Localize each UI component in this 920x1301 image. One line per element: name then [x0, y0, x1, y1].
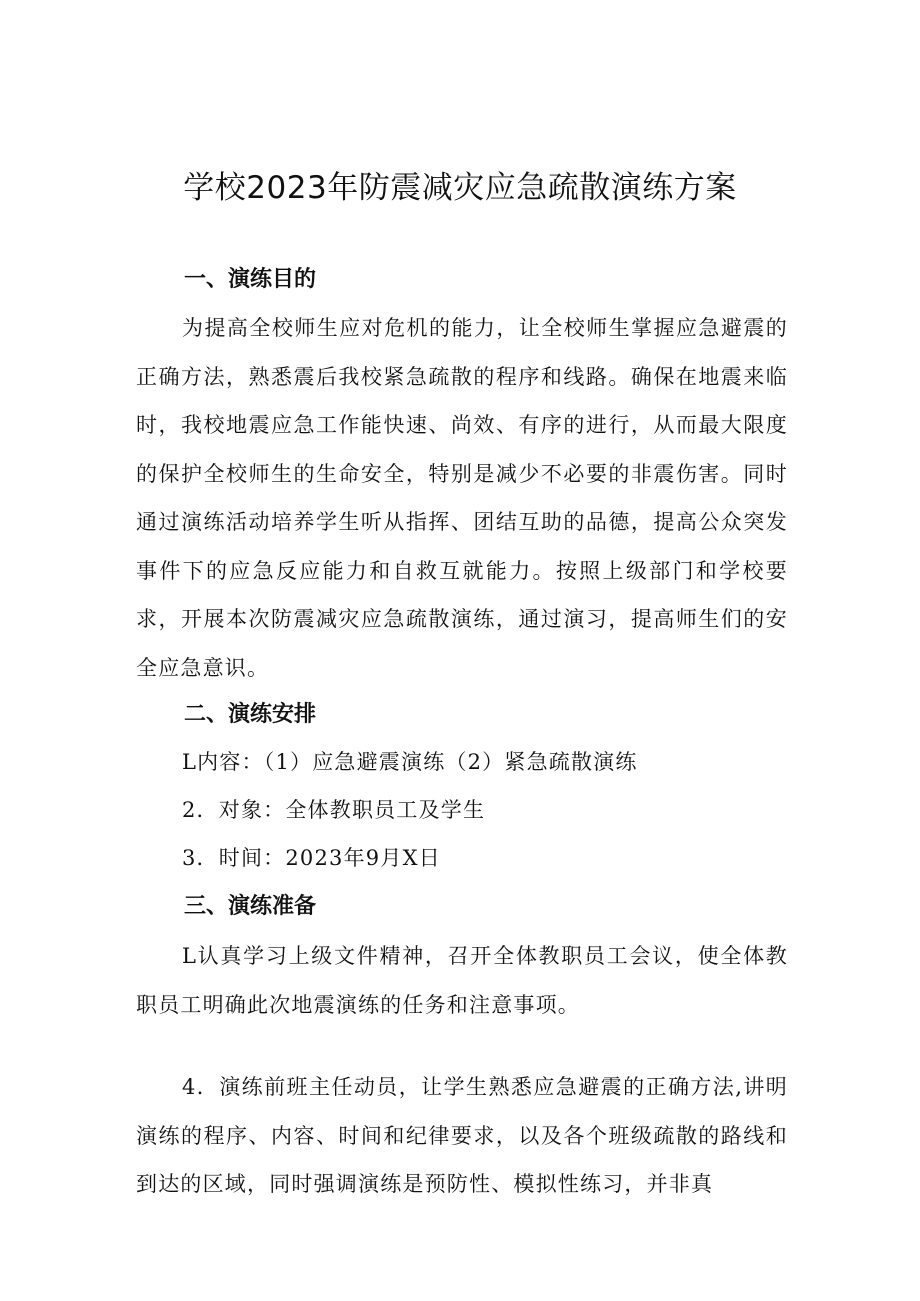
section-heading-preparation: 三、演练准备	[184, 894, 317, 919]
arrangement-item-content: L内容：（1）应急避震演练（2）紧急疏散演练	[182, 750, 638, 774]
preparation-paragraph-1: L认真学习上级文件精神，召开全体教职员工会议，使全体教职员工明确此次地震演练的任务和注意事项。	[136, 944, 788, 1017]
arrangement-item-participants: 2．对象：全体教职员工及学生	[182, 798, 486, 822]
purpose-paragraph: 为提高全校师生应对危机的能力，让全校师生掌握应急避震的正确方法，熟悉震后我校紧急疏散的程序和线路。确保在地震来临时，我校地震应急工作能快速、尚效、有序的进行，从而最大限度的保护全校师生的生命安全，特别是减少不必要的非震伤害。同时通过演练活动培养学生听从指挥、团结互助的品德，提高公众突发事件下的应急反应能力和自救互就能力。按照上级部门和学校要求，开展本次防震减灾应急疏散演练，通过演习，提高师生们的安全应急意识。	[136, 316, 788, 680]
section-heading-purpose: 一、演练目的	[184, 267, 317, 292]
document-title: 学校2023年防震减灾应急疏散演练方案	[183, 170, 737, 206]
arrangement-item-time: 3．时间：2023年9月X日	[182, 846, 441, 870]
section-heading-arrangement: 二、演练安排	[184, 702, 317, 727]
preparation-paragraph-2: 4．演练前班主任动员，让学生熟悉应急避震的正确方法,讲明演练的程序、内容、时间和纪律要求，以及各个班级疏散的路线和到达的区域，同时强调演练是预防性、模拟性练习，并非真	[136, 1075, 788, 1196]
